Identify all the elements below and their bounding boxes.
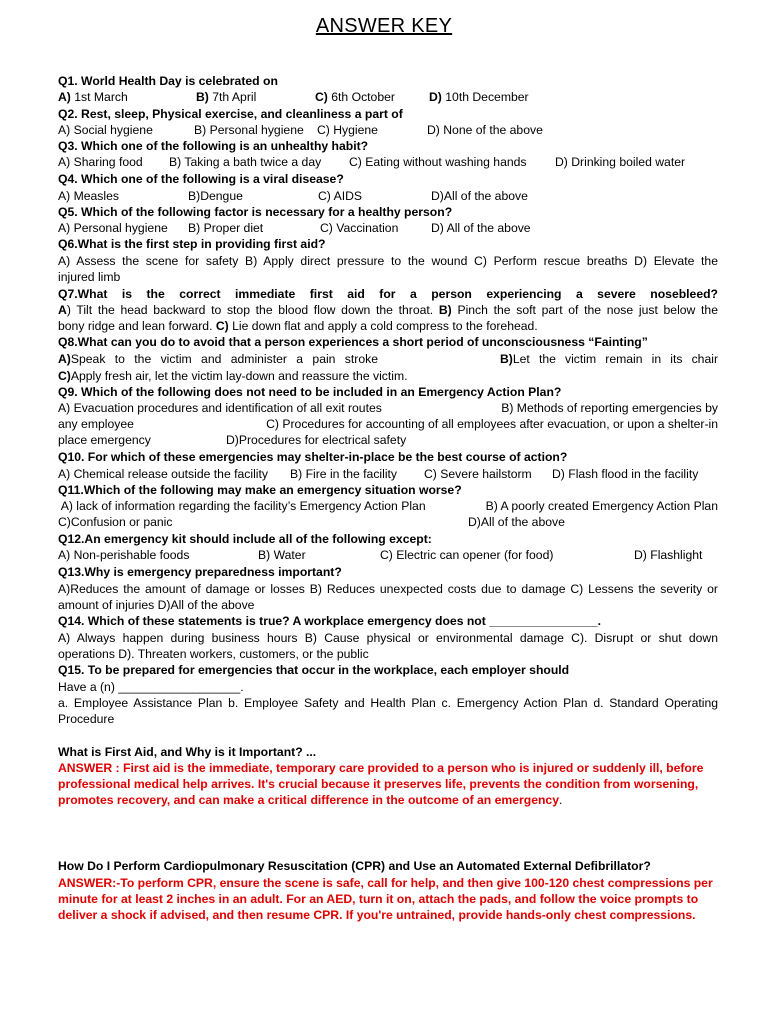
question-13: Q13.Why is emergency preparedness important?	[58, 565, 342, 579]
q15-options-line-2: Procedure	[58, 712, 115, 726]
q2-option-b: B) Personal hygiene	[194, 123, 304, 137]
cpr-answer-line-2: minute for at least 2 inches in an adult. For an AED, turn it on, attach the pads, and follow the voice prompts to	[58, 892, 699, 906]
q1-option-d: 10th December	[441, 90, 529, 104]
q5-option-c: C) Vaccination	[320, 221, 399, 235]
q9-option-c-continued: place emergency	[58, 433, 151, 447]
question-4: Q4. Which one of the following is a viral disease?	[58, 172, 344, 186]
first-aid-answer-line-1: ANSWER : First aid is the immediate, temporary care provided to a person who is injured or suddenly ill, before	[58, 761, 704, 775]
cpr-question: How Do I Perform Cardiopulmonary Resuscitation (CPR) and Use an Automated External Defibrillator?	[58, 859, 651, 873]
q3-option-c: C) Eating without washing hands	[349, 155, 527, 169]
q8-option-a-letter: A)	[58, 352, 71, 366]
q5-option-d: D) All of the above	[431, 221, 531, 235]
q11-option-c: C)Confusion or panic	[58, 515, 173, 529]
q4-option-d: D)All of the above	[431, 189, 528, 203]
q11-option-a: A) lack of information regarding the facility’s Emergency Action Plan	[58, 499, 426, 513]
q14-options-line-1: A) Always happen during business hours B) Cause physical or environmental damage C). Disrupt or shut down	[58, 631, 718, 645]
q1-option-d-letter: D)	[429, 90, 442, 104]
q8-option-c-letter: C)	[58, 369, 71, 383]
q12-option-b: B) Water	[258, 548, 306, 562]
q10-option-c: C) Severe hailstorm	[424, 467, 532, 481]
cpr-answer-line-3: deliver a shock if advised, and then resume CPR. If you're untrained, provide hands-only chest compressions.	[58, 908, 696, 922]
q4-option-b: B)Dengue	[188, 189, 243, 203]
question-7: Q7.What is the correct immediate first aid for a person experiencing a severe nosebleed?	[58, 287, 718, 301]
first-aid-question: What is First Aid, and Why is it Important? ...	[58, 745, 317, 759]
question-12: Q12.An emergency kit should include all of the following except:	[58, 532, 432, 546]
q7-option-c: Lie down flat and apply a cold compress to the forehead.	[228, 319, 538, 333]
q1-option-a: 1st March	[70, 90, 128, 104]
q7-option-b-continued: bony ridge and lean forward.	[58, 319, 216, 333]
question-1: Q1. World Health Day is celebrated on	[58, 74, 278, 88]
q13-options-line-2: amount of injuries D)All of the above	[58, 598, 255, 612]
q10-option-d: D) Flash flood in the facility	[552, 467, 699, 481]
q12-option-c: C) Electric can opener (for food)	[380, 548, 554, 562]
q14-options-line-2: operations D). Threaten workers, customers, or the public	[58, 647, 369, 661]
q8-options-line-2	[58, 368, 718, 384]
q8-option-b: Let the victim remain in its chair	[512, 352, 718, 366]
first-aid-answer-line-3	[58, 792, 718, 808]
q8-option-a: Speak to the victim and administer a pain stroke	[70, 352, 378, 366]
q12-option-a: A) Non-perishable foods	[58, 548, 190, 562]
question-6: Q6.What is the first step in providing first aid?	[58, 237, 326, 251]
q12-option-d: D) Flashlight	[634, 548, 703, 562]
q2-option-d: D) None of the above	[427, 123, 543, 137]
question-15: Q15. To be prepared for emergencies that occur in the workplace, each employer should	[58, 663, 570, 677]
question-14: Q14. Which of these statements is true? A workplace emergency does not ________________.	[58, 614, 602, 628]
question-8: Q8.What can you do to avoid that a person experiences a short period of unconsciousness “Fainting”	[58, 335, 648, 349]
q6-options-line-2: injured limb	[58, 270, 121, 284]
q15-blank-line: Have a (n) __________________.	[58, 680, 244, 694]
q3-option-b: B) Taking a bath twice a day	[169, 155, 322, 169]
cpr-answer-line-1: ANSWER:-To perform CPR, ensure the scene is safe, call for help, and then give 100-120 chest compressions per	[58, 876, 713, 890]
q15-options-line-1: a. Employee Assistance Plan b. Employee Safety and Health Plan c. Emergency Action Plan d. Standard Operating	[58, 696, 718, 710]
q9-option-c: C) Procedures for accounting of all employees after evacuation, or upon a shelter-in	[266, 417, 718, 431]
q10-option-a: A) Chemical release outside the facility	[58, 467, 268, 481]
q11-option-b: B) A poorly created Emergency Action Plan	[485, 499, 718, 513]
page-title: ANSWER KEY	[315, 15, 453, 37]
q7-option-c-letter: C)	[215, 319, 229, 333]
q9-option-d: D)Procedures for electrical safety	[226, 433, 407, 447]
q5-option-a: A) Personal hygiene	[58, 221, 168, 235]
q10-option-b: B) Fire in the facility	[290, 467, 398, 481]
q2-option-a: A) Social hygiene	[58, 123, 153, 137]
q4-option-c: C) AIDS	[318, 189, 363, 203]
q8-option-b-letter: B)	[500, 352, 513, 366]
q13-options-line-1: A)Reduces the amount of damage or losses B) Reduces unexpected costs due to damage C) Lessens the severity or	[58, 582, 718, 596]
q7-option-b-letter: B)	[438, 303, 452, 317]
question-11: Q11.Which of the following may make an emergency situation worse?	[58, 483, 462, 497]
q5-option-b: B) Proper diet	[188, 221, 264, 235]
q7-option-b: Pinch the soft part of the nose just below the	[451, 303, 718, 317]
q1-option-c-letter: C)	[315, 90, 328, 104]
first-aid-answer-period: .	[559, 793, 563, 807]
q6-options-line-1: A) Assess the scene for safety B) Apply direct pressure to the wound C) Perform rescue breaths D) Elevate the	[58, 254, 718, 268]
q7-options-line-2	[58, 318, 718, 334]
question-5: Q5. Which of the following factor is necessary for a healthy person?	[58, 205, 453, 219]
q4-option-a: A) Measles	[58, 189, 119, 203]
q7-option-a-letter: A	[58, 303, 67, 317]
q9-option-a: A) Evacuation procedures and identification of all exit routes	[58, 401, 382, 415]
first-aid-answer-line-2: professional medical help arrives. It's crucial because it preserves life, prevents the condition from worsening,	[58, 777, 699, 791]
q7-options-line-1	[58, 302, 718, 318]
question-9: Q9. Which of the following does not need to be included in an Emergency Action Plan?	[58, 385, 562, 399]
q1-option-b: 7th April	[208, 90, 257, 104]
q3-option-d: D) Drinking boiled water	[555, 155, 686, 169]
q11-option-d: D)All of the above	[468, 515, 565, 529]
q9-option-b: B) Methods of reporting emergencies by	[501, 401, 718, 415]
q7-option-a: ) Tilt the head backward to stop the blood flow down the throat.	[66, 303, 439, 317]
question-3: Q3. Which one of the following is an unhealthy habit?	[58, 139, 369, 153]
q1-option-b-letter: B)	[196, 90, 209, 104]
q8-option-c: Apply fresh air, let the victim lay-down and reassure the victim.	[70, 369, 408, 383]
q3-option-a: A) Sharing food	[58, 155, 143, 169]
q9-option-b-continued: any employee	[58, 417, 134, 431]
q1-option-c: 6th October	[327, 90, 395, 104]
first-aid-answer-line-3-text: promotes recovery, and can make a critical difference in the outcome of an emergency	[58, 793, 559, 807]
q2-option-c: C) Hygiene	[317, 123, 378, 137]
question-10: Q10. For which of these emergencies may shelter-in-place be the best course of action?	[58, 450, 568, 464]
question-2: Q2. Rest, sleep, Physical exercise, and cleanliness a part of	[58, 107, 403, 121]
q1-option-a-letter: A)	[58, 90, 71, 104]
